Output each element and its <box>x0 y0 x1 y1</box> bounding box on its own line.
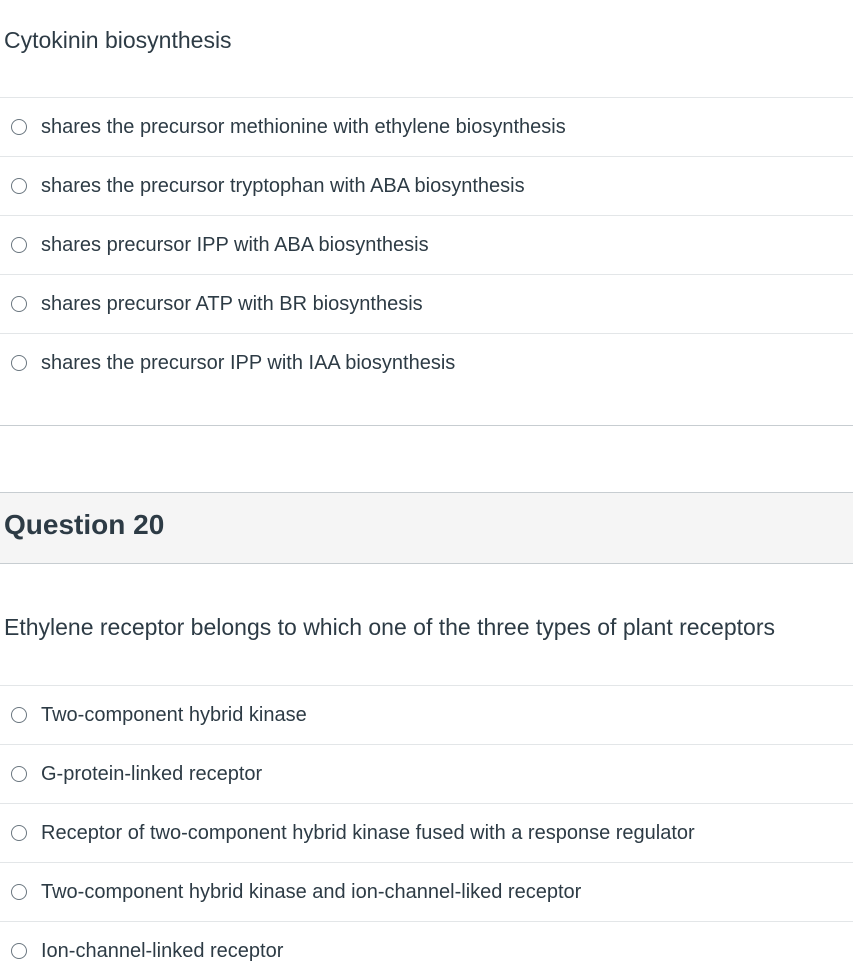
answer-label: Two-component hybrid kinase and ion-channel-liked receptor <box>41 880 582 903</box>
answer-label: shares the precursor methionine with ethylene biosynthesis <box>41 115 566 138</box>
question-header <box>0 492 853 564</box>
answer-option[interactable] <box>0 921 853 980</box>
answer-option[interactable] <box>0 803 853 862</box>
question-title: Question 20 <box>4 509 165 540</box>
answer-option[interactable] <box>0 97 853 156</box>
answer-option[interactable] <box>0 215 853 274</box>
answer-label: shares the precursor tryptophan with ABA biosynthesis <box>41 174 525 197</box>
question-20-text: Ethylene receptor belongs to which one of the three types of plant receptors <box>4 614 775 640</box>
answer-label: Receptor of two-component hybrid kinase fused with a response regulator <box>41 821 695 844</box>
question-19-answers <box>0 97 853 392</box>
radio-button[interactable] <box>11 825 27 841</box>
radio-button[interactable] <box>11 766 27 782</box>
radio-button[interactable] <box>11 707 27 723</box>
radio-button[interactable] <box>11 237 27 253</box>
answer-label: shares precursor ATP with BR biosynthesis <box>41 292 423 315</box>
answer-option[interactable] <box>0 862 853 921</box>
answer-label: shares the precursor IPP with IAA biosynthesis <box>41 351 456 374</box>
question-divider <box>0 425 853 426</box>
radio-button[interactable] <box>11 119 27 135</box>
radio-button[interactable] <box>11 943 27 959</box>
answer-label: Ion-channel-linked receptor <box>41 939 284 962</box>
question-19-text: Cytokinin biosynthesis <box>4 27 232 53</box>
question-20-answers <box>0 685 853 980</box>
answer-label: shares precursor IPP with ABA biosynthesis <box>41 233 429 256</box>
radio-button[interactable] <box>11 178 27 194</box>
radio-button[interactable] <box>11 884 27 900</box>
answer-option[interactable] <box>0 333 853 392</box>
radio-button[interactable] <box>11 355 27 371</box>
radio-button[interactable] <box>11 296 27 312</box>
answer-label: G-protein-linked receptor <box>41 762 263 785</box>
answer-option[interactable] <box>0 274 853 333</box>
answer-option[interactable] <box>0 156 853 215</box>
answer-label: Two-component hybrid kinase <box>41 703 307 726</box>
answer-option[interactable] <box>0 744 853 803</box>
answer-option[interactable] <box>0 685 853 744</box>
